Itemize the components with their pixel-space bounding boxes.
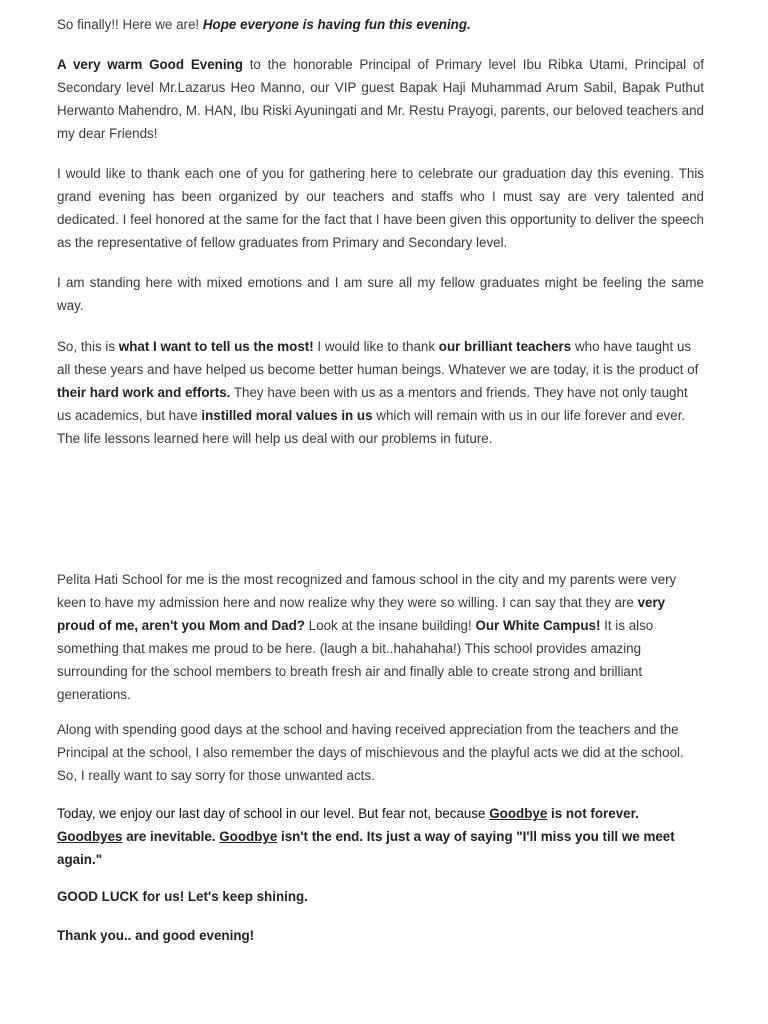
teachers-emphasis-1: what I want to tell us the most! bbox=[118, 339, 314, 354]
school-emphasis-2: Our White Campus! bbox=[475, 618, 601, 633]
goodbye-word-3: Goodbye bbox=[219, 829, 278, 844]
teachers-emphasis-4: instilled moral values in us bbox=[201, 408, 373, 423]
goodbye-text-3: are inevitable. bbox=[122, 829, 220, 844]
paragraph-thanks bbox=[57, 162, 704, 254]
closing-text: Thank you.. and good evening! bbox=[57, 928, 255, 943]
paragraph-teachers bbox=[57, 335, 704, 450]
teachers-text-2: I would like to thank bbox=[313, 339, 439, 354]
paragraph-opening bbox=[57, 13, 704, 36]
apology-text: Along with spending good days at the school and having received appreciation from the teachers and the Principal at the school, I also remember the days of mischievous and the playful acts we did at the school. So, I really want to say sorry for those unwanted acts. bbox=[57, 722, 684, 783]
good-luck-text: GOOD LUCK for us! Let's keep shining. bbox=[57, 889, 308, 904]
paragraph-goodbye bbox=[57, 802, 704, 871]
paragraph-good-luck bbox=[57, 885, 704, 908]
paragraph-emotions bbox=[57, 271, 704, 317]
paragraph-school bbox=[57, 568, 704, 706]
paragraph-apology bbox=[57, 718, 704, 787]
goodbye-text-1: Today, we enjoy our last day of school in our level. But fear not, because bbox=[57, 806, 490, 821]
school-text-1: Pelita Hati School for me is the most recognized and famous school in the city and my parents were very keen to have my admission here and now realize why they were so willing. I can say that they are bbox=[57, 572, 677, 610]
goodbye-text-2: is not forever. bbox=[547, 806, 639, 821]
paragraph-closing bbox=[57, 924, 704, 947]
thanks-text: I would like to thank each one of you for gathering here to celebrate our graduation day this evening. This grand evening has been organized by our teachers and staffs who I must say are very talented and dedicated. I feel honored at the same for the fact that I have been given this opportunity to deliver the speech as the representative of fellow graduates from Primary and Secondary level. bbox=[57, 166, 704, 250]
school-text-2: Look at the insane building! bbox=[304, 618, 476, 633]
goodbye-text-4: isn't the end. Its just a way of saying "I'll miss you till we meet again." bbox=[57, 829, 675, 867]
paragraph-greeting bbox=[57, 53, 704, 145]
teachers-emphasis-2: our brilliant teachers bbox=[438, 339, 572, 354]
goodbye-word-2: Goodbyes bbox=[57, 829, 123, 844]
opening-text: So finally!! Here we are! bbox=[57, 17, 203, 32]
greeting-text: to the honorable Principal of Primary level Ibu Ribka Utami, Principal of Secondary level Mr.Lazarus Heo Manno, our VIP guest Bapak Haji Muhammad Arum Sabil, Bapak Puthut Herwanto Mahendro, M. HAN, Ibu Riski Ayuningati and Mr. Restu Prayogi, parents, our beloved teachers and my dear Friends! bbox=[57, 57, 704, 141]
school-text-3: It is also something that makes me proud to be here. (laugh a bit..hahahaha!) This school provides amazing surrounding for the school members to breath fresh air and finally able to create strong and brilliant generations. bbox=[57, 618, 654, 702]
teachers-text-5: which will remain with us in our life forever and ever. The life lessons learned here will help us deal with our problems in future. bbox=[57, 408, 686, 446]
emotions-text: I am standing here with mixed emotions and I am sure all my fellow graduates might be feeling the same way. bbox=[57, 275, 704, 313]
greeting-emphasis: A very warm Good Evening bbox=[57, 57, 243, 72]
teachers-text-1: So, this is bbox=[57, 339, 119, 354]
teachers-text-3: who have taught us all these years and have helped us become better human beings. Whatever we are today, it is the product of bbox=[57, 339, 699, 377]
opening-emphasis: Hope everyone is having fun this evening. bbox=[202, 17, 471, 32]
teachers-text-4: They have been with us as a mentors and friends. They have not only taught us academics, but have bbox=[57, 385, 688, 423]
teachers-emphasis-3: their hard work and efforts. bbox=[57, 385, 231, 400]
goodbye-word-1: Goodbye bbox=[489, 806, 548, 821]
school-emphasis-1: very proud of me, aren't you Mom and Dad? bbox=[57, 595, 666, 633]
